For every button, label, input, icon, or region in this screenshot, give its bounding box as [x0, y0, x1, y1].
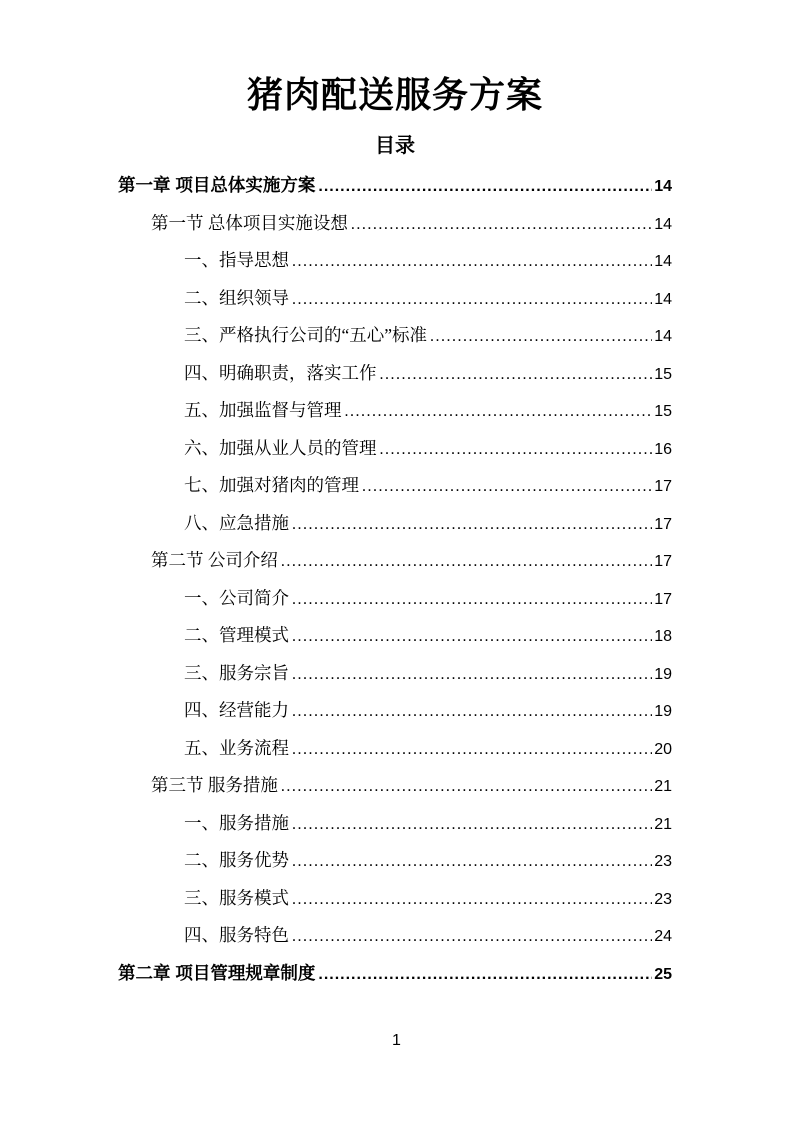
toc-entry-label: 六、加强从业人员的管理 [184, 437, 377, 458]
toc-dot-leader [292, 700, 652, 721]
toc-entry[interactable] [118, 922, 672, 960]
toc-entry[interactable] [118, 510, 672, 548]
toc-entry-page: 14 [654, 215, 672, 233]
toc-entry-page: 14 [654, 290, 672, 308]
toc-entry[interactable] [118, 547, 672, 585]
toc-entry-page: 15 [654, 403, 672, 420]
toc-entry-label: 二、管理模式 [184, 625, 289, 645]
toc-entry-page: 17 [654, 553, 672, 570]
toc-entry-label: 三、服务宗旨 [184, 662, 289, 683]
toc-entry-label: 四、经营能力 [184, 700, 289, 720]
toc-dot-leader [318, 175, 652, 196]
toc-dot-leader [292, 588, 652, 609]
toc-dot-leader [430, 325, 652, 346]
toc-dot-leader [292, 888, 652, 909]
toc-entry[interactable] [118, 660, 672, 698]
toc-entry[interactable] [118, 210, 672, 248]
toc-entry-page: 19 [654, 703, 672, 720]
toc-entry[interactable] [118, 285, 672, 323]
toc-entry-page: 19 [654, 665, 672, 683]
toc-entry-label: 三、严格执行公司的“五心”标准 [184, 325, 428, 345]
toc-entry-label: 第二节 公司介绍 [151, 550, 278, 570]
toc-entry[interactable] [118, 810, 672, 848]
toc-entry-label: 第一章 项目总体实施方案 [118, 175, 316, 195]
toc-dot-leader [292, 663, 652, 684]
toc-dot-leader [292, 513, 652, 534]
toc-dot-leader [362, 475, 652, 496]
toc-entry[interactable] [118, 735, 672, 773]
toc-dot-leader [351, 213, 652, 234]
toc-entry[interactable] [118, 322, 672, 360]
toc-entry-page: 23 [654, 890, 672, 908]
toc-entry[interactable] [118, 885, 672, 923]
toc-entry[interactable] [118, 360, 672, 398]
toc-entry-label: 四、明确职责，落实工作 [184, 362, 377, 383]
toc-dot-leader [292, 925, 652, 946]
toc-dot-leader [292, 850, 652, 871]
toc-entry-page: 17 [654, 478, 672, 495]
document-title: 猪肉配送服务方案 [246, 74, 543, 115]
toc-entry[interactable] [118, 847, 672, 885]
toc-entry-page: 21 [654, 778, 672, 795]
table-of-contents [118, 172, 672, 997]
toc-entry[interactable] [118, 247, 672, 285]
toc-entry-label: 一、指导思想 [184, 250, 289, 270]
toc-entry[interactable] [118, 697, 672, 735]
toc-dot-leader [292, 250, 652, 271]
toc-dot-leader [380, 363, 653, 384]
toc-entry-label: 五、业务流程 [184, 737, 289, 758]
toc-entry-page: 17 [654, 515, 672, 533]
toc-dot-leader [292, 738, 652, 759]
toc-dot-leader [281, 775, 652, 796]
toc-entry-page: 21 [654, 815, 672, 833]
toc-dot-leader [380, 438, 653, 459]
toc-entry-page: 14 [654, 178, 672, 195]
toc-entry[interactable] [118, 172, 672, 210]
toc-dot-leader [292, 625, 652, 646]
toc-entry-page: 16 [654, 440, 672, 458]
toc-heading: 目录 [375, 135, 415, 157]
page-number: 1 [392, 1032, 401, 1049]
toc-entry-page: 14 [654, 328, 672, 345]
toc-dot-leader [281, 550, 652, 571]
toc-entry[interactable] [118, 585, 672, 623]
toc-entry-label: 四、服务特色 [184, 925, 289, 945]
toc-entry[interactable] [118, 960, 672, 998]
toc-entry-label: 第三节 服务措施 [151, 775, 278, 795]
toc-entry-page: 24 [654, 928, 672, 945]
toc-entry-label: 八、应急措施 [184, 512, 289, 533]
toc-entry-page: 20 [654, 740, 672, 758]
toc-entry-label: 三、服务模式 [184, 887, 289, 908]
toc-entry-page: 15 [654, 365, 672, 383]
toc-entry-label: 第二章 项目管理规章制度 [118, 962, 316, 983]
toc-entry-label: 一、公司简介 [184, 587, 289, 608]
toc-entry-page: 18 [654, 628, 672, 645]
toc-entry[interactable] [118, 772, 672, 810]
toc-entry-page: 17 [654, 590, 672, 608]
toc-entry-label: 二、服务优势 [184, 850, 289, 870]
toc-entry-label: 七、加强对猪肉的管理 [184, 475, 359, 495]
toc-entry[interactable] [118, 472, 672, 510]
toc-entry-label: 一、服务措施 [184, 812, 289, 833]
toc-entry-label: 二、组织领导 [184, 287, 289, 308]
toc-entry[interactable] [118, 435, 672, 473]
toc-dot-leader [318, 963, 652, 984]
toc-entry-page: 14 [654, 253, 672, 270]
toc-dot-leader [345, 400, 653, 421]
toc-entry-page: 25 [654, 965, 672, 983]
toc-entry-label: 第一节 总体项目实施设想 [151, 212, 348, 233]
toc-entry-page: 23 [654, 853, 672, 870]
toc-entry[interactable] [118, 622, 672, 660]
toc-entry-label: 五、加强监督与管理 [184, 400, 342, 420]
toc-dot-leader [292, 813, 652, 834]
toc-entry[interactable] [118, 397, 672, 435]
toc-dot-leader [292, 288, 652, 309]
